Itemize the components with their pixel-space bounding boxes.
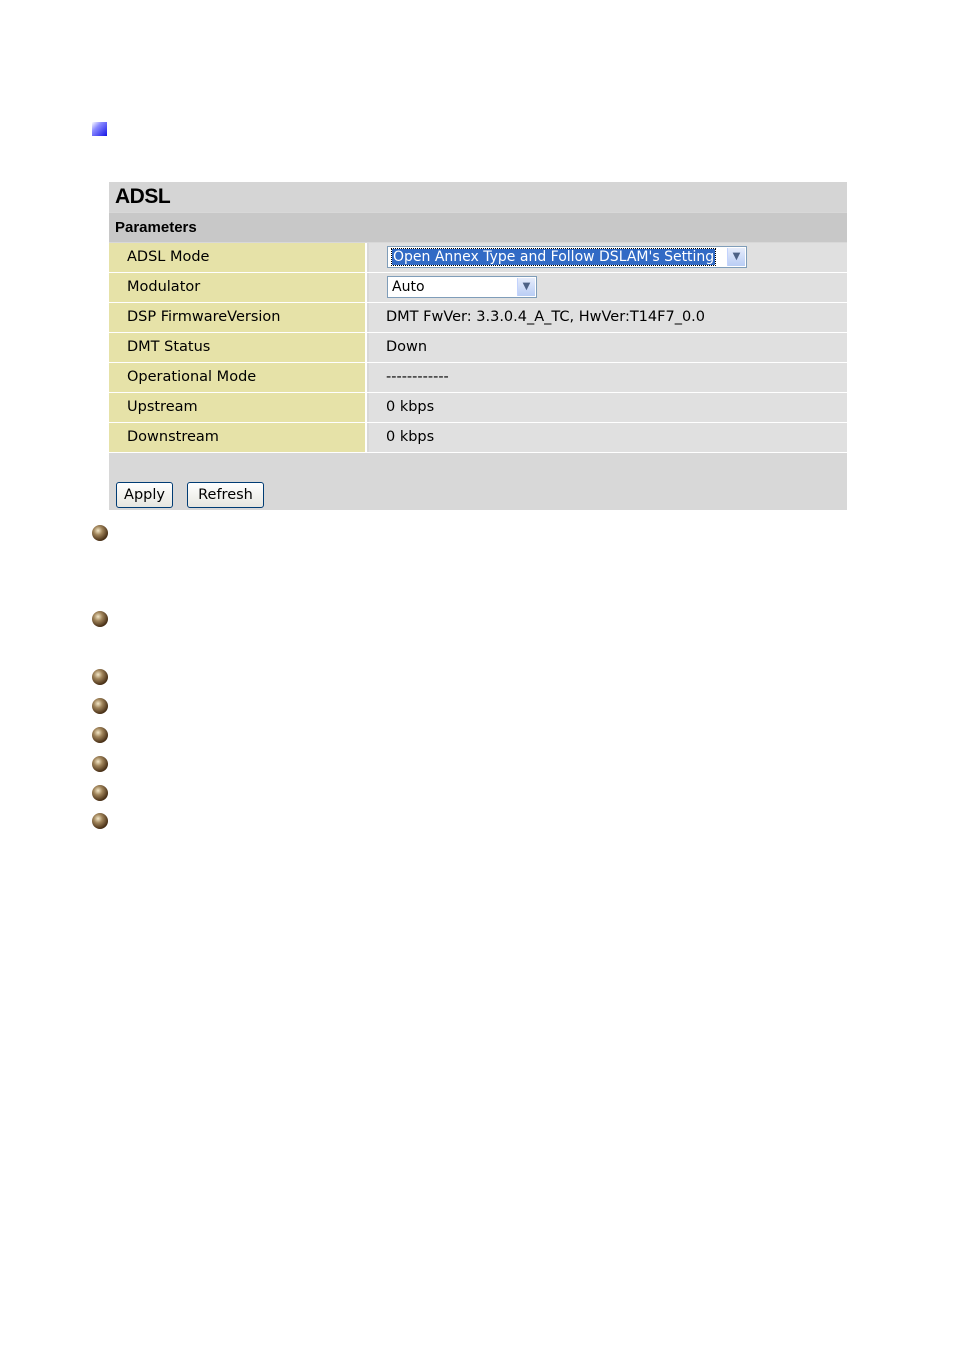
dsp-firmware-label: DSP FirmwareVersion <box>109 303 367 332</box>
upstream-value: 0 kbps <box>369 393 847 422</box>
ball-bullet-icon <box>92 756 108 772</box>
ball-bullet-icon <box>92 813 108 829</box>
refresh-button[interactable]: Refresh <box>187 482 264 508</box>
ball-bullet-icon <box>92 525 108 541</box>
row-dmt-status <box>109 333 847 362</box>
adsl-panel <box>109 182 847 510</box>
chevron-down-icon[interactable]: ▼ <box>517 278 535 296</box>
panel-subtitle: Parameters <box>109 213 847 242</box>
adsl-mode-label: ADSL Mode <box>109 243 367 272</box>
row-upstream <box>109 393 847 422</box>
downstream-label: Downstream <box>109 423 367 452</box>
dmt-status-label: DMT Status <box>109 333 367 362</box>
ball-bullet-icon <box>92 669 108 685</box>
modulator-select[interactable] <box>387 276 537 298</box>
chevron-down-icon[interactable]: ▼ <box>727 248 745 266</box>
adsl-mode-selected: Open Annex Type and Follow DSLAM's Setting <box>393 249 715 265</box>
ball-bullet-icon <box>92 785 108 801</box>
section-marker-icon <box>92 122 107 136</box>
ball-bullet-icon <box>92 611 108 627</box>
modulator-label: Modulator <box>109 273 367 302</box>
dsp-firmware-value: DMT FwVer: 3.3.0.4_A_TC, HwVer:T14F7_0.0 <box>369 303 847 332</box>
modulator-selected: Auto <box>392 279 425 295</box>
row-operational-mode <box>109 363 847 392</box>
operational-mode-label: Operational Mode <box>109 363 367 392</box>
ball-bullet-icon <box>92 727 108 743</box>
dmt-status-value: Down <box>369 333 847 362</box>
row-adsl-mode <box>109 243 847 272</box>
row-modulator <box>109 273 847 302</box>
adsl-mode-cell <box>369 243 847 272</box>
row-downstream <box>109 423 847 452</box>
row-dsp-firmware <box>109 303 847 332</box>
ball-bullet-icon <box>92 698 108 714</box>
apply-button[interactable]: Apply <box>116 482 173 508</box>
modulator-cell <box>369 273 847 302</box>
operational-mode-value: ------------ <box>369 363 847 392</box>
downstream-value: 0 kbps <box>369 423 847 452</box>
adsl-mode-select[interactable] <box>387 246 747 268</box>
panel-title: ADSL <box>109 182 847 212</box>
upstream-label: Upstream <box>109 393 367 422</box>
